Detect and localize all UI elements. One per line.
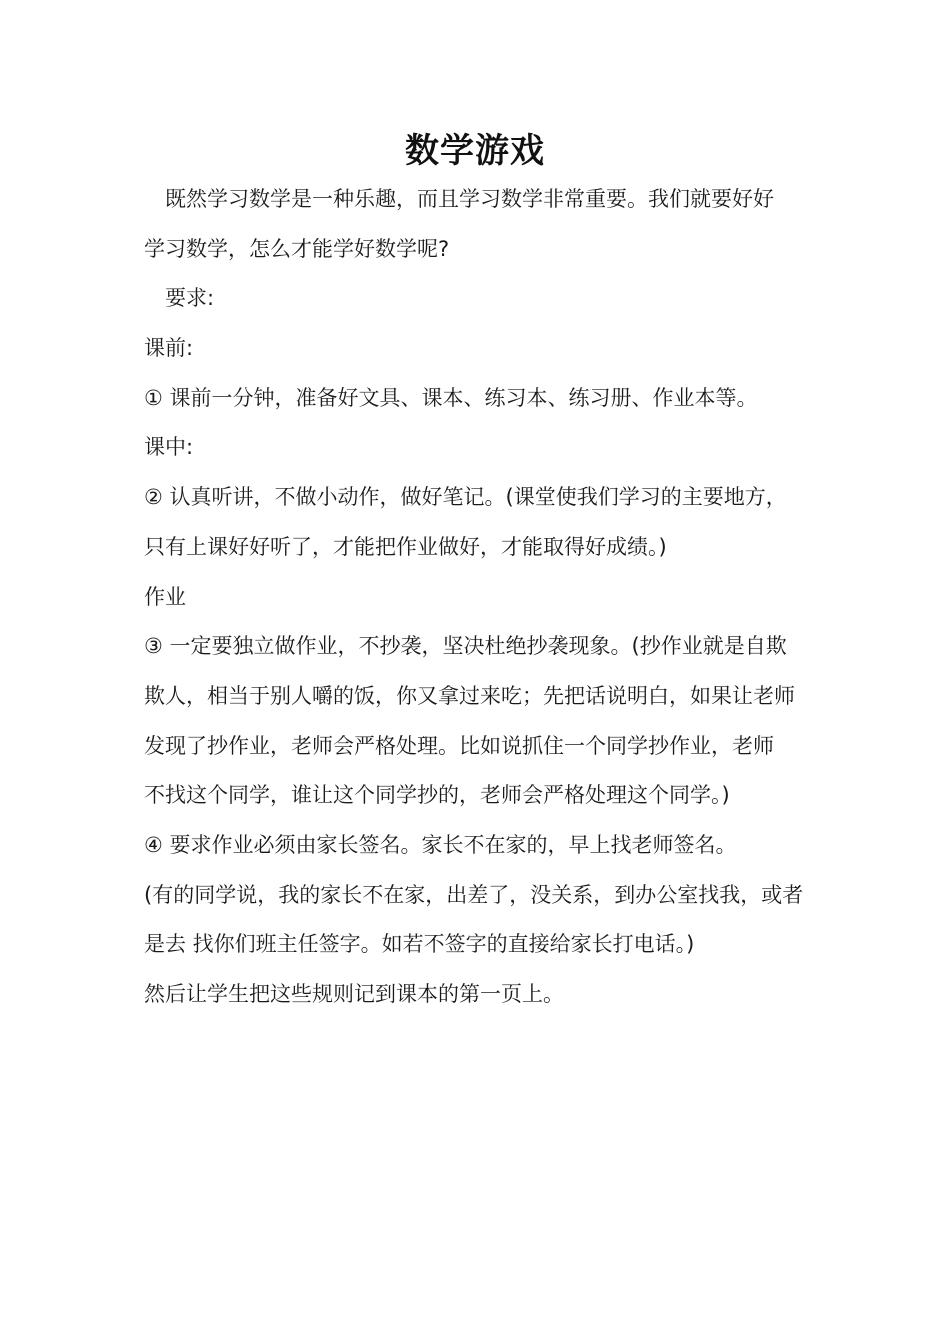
rule-2-line-1: ② 认真听讲，不做小动作，做好笔记。(课堂使我们学习的主要地方， [144,485,787,510]
rule-4-line-1: ④ 要求作业必须由家长签名。家长不在家的，早上找老师签名。 [144,832,737,857]
rule-3-line-3: 发现了抄作业，老师会严格处理。比如说抓住一个同学抄作业，老师 [144,733,774,758]
rule-2-line-2: 只有上课好好听了，才能把作业做好，才能取得好成绩。) [144,534,667,559]
rule-3-line-1: ③ 一定要独立做作业，不抄袭，坚决杜绝抄袭现象。(抄作业就是自欺 [144,634,787,659]
section-in-class-heading: 课中: [144,435,194,460]
section-before-class-heading: 课前: [144,336,194,361]
rule-4-note-line-2: 是去 找你们班主任签字。如若不签字的直接给家长打电话。) [144,932,695,957]
paragraph-intro-line-2: 学习数学，怎么才能学好数学呢? [144,236,450,261]
rule-1-line-1: ① 课前一分钟，准备好文具、课本、练习本、练习册、作业本等。 [144,385,758,410]
section-homework-heading: 作业 [144,584,186,609]
closing-line: 然后让学生把这些规则记到课本的第一页上。 [144,982,564,1006]
rule-3-line-2: 欺人，相当于别人嚼的饭，你又拿过来吃；先把话说明白，如果让老师 [144,683,795,708]
requirements-heading: 要求: [165,286,215,311]
rule-4-note-line-1: (有的同学说，我的家长不在家，出差了，没关系，到办公室找我，或者 [144,882,804,907]
rule-3-line-4: 不找这个同学，谁让这个同学抄的，老师会严格处理这个同学。) [144,783,730,808]
document-body [144,175,814,1020]
paragraph-intro-line-1: 既然学习数学是一种乐趣，而且学习数学非常重要。我们就要好好 [165,187,774,211]
page-title: 数学游戏 [405,131,545,171]
